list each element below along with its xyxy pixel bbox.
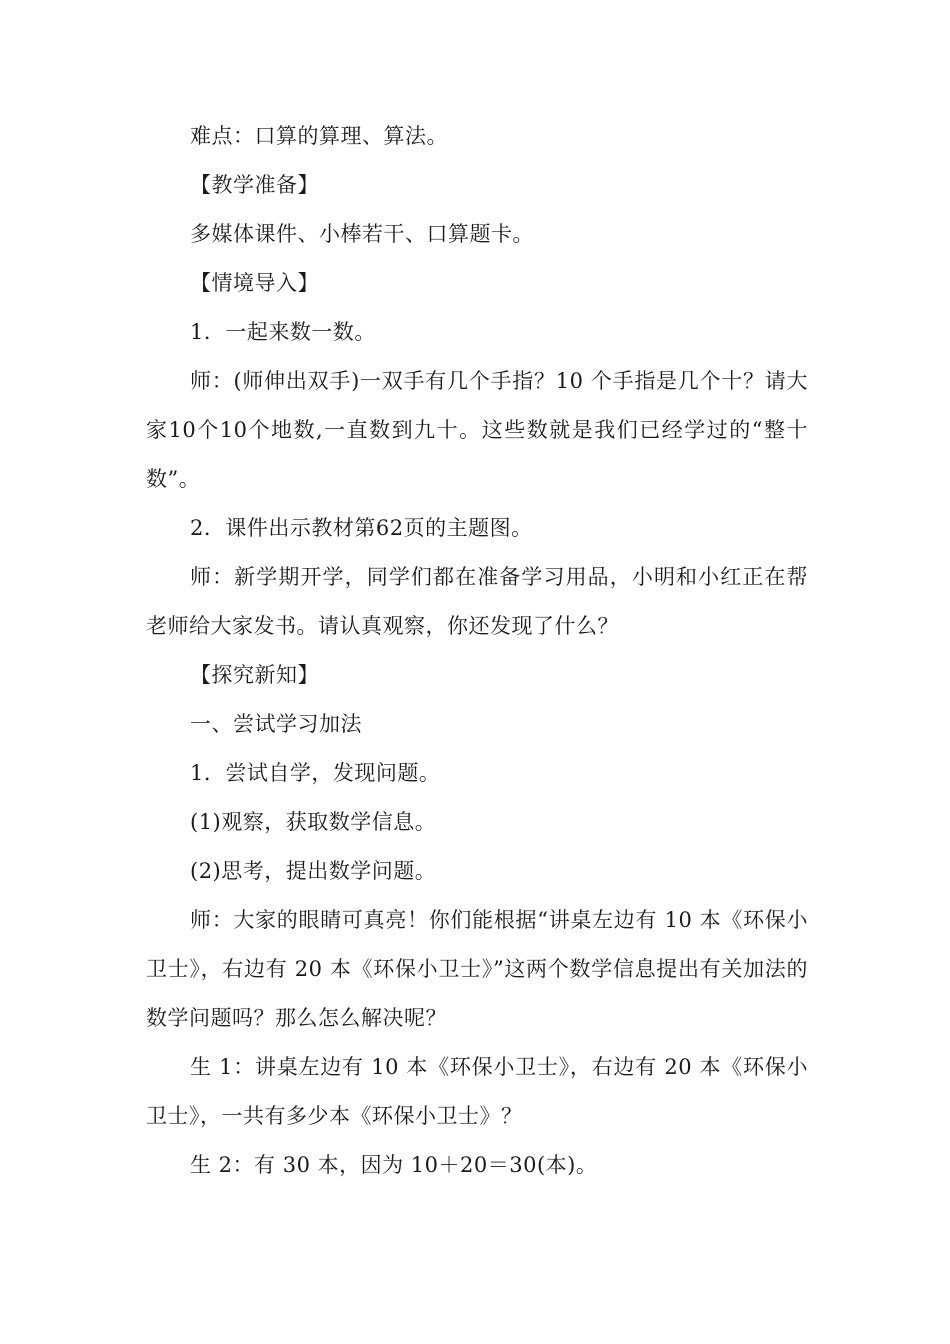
paragraph-teacher-observe: 师：新学期开学，同学们都在准备学习用品，小明和小红正在帮老师给大家发书。请认真观察，你还发现了什么？ <box>146 565 808 638</box>
paragraph-step-1: 1．一起来数一数。 <box>190 320 376 344</box>
section-heading-preparation: 【教学准备】 <box>190 173 319 197</box>
document-page <box>146 112 808 1190</box>
paragraph-student-2: 生 2：有 30 本，因为 10＋20＝30(本)。 <box>190 1153 598 1177</box>
section-heading-introduction: 【情境导入】 <box>190 271 319 295</box>
paragraph-pose-question: (2)思考，提出数学问题。 <box>190 859 437 883</box>
paragraph-difficulty: 难点：口算的算理、算法。 <box>190 124 448 148</box>
paragraph-observe-info: (1)观察，获取数学信息。 <box>190 810 437 834</box>
paragraph-self-study: 1．尝试自学，发现问题。 <box>190 761 441 785</box>
paragraph-step-2: 2．课件出示教材第62页的主题图。 <box>190 516 533 540</box>
paragraph-teacher-question: 师：大家的眼睛可真亮！你们能根据“讲桌左边有 10 本《环保小卫士》，右边有 20 本《环保小卫士》”这两个数学信息提出有关加法的数学问题吗？那么怎么解决呢？ <box>146 908 808 1030</box>
section-heading-explore: 【探究新知】 <box>190 663 319 687</box>
subheading-addition: 一、尝试学习加法 <box>190 712 362 736</box>
paragraph-teacher-count: 师：(师伸出双手)一双手有几个手指？10 个手指是几个十？请大家10个10个地数,一直数到九十。这些数就是我们已经学过的“整十数”。 <box>146 369 808 491</box>
paragraph-student-1: 生 1：讲桌左边有 10 本《环保小卫士》，右边有 20 本《环保小卫士》，一共有多少本《环保小卫士》？ <box>146 1055 808 1128</box>
paragraph-materials: 多媒体课件、小棒若干、口算题卡。 <box>190 222 534 246</box>
